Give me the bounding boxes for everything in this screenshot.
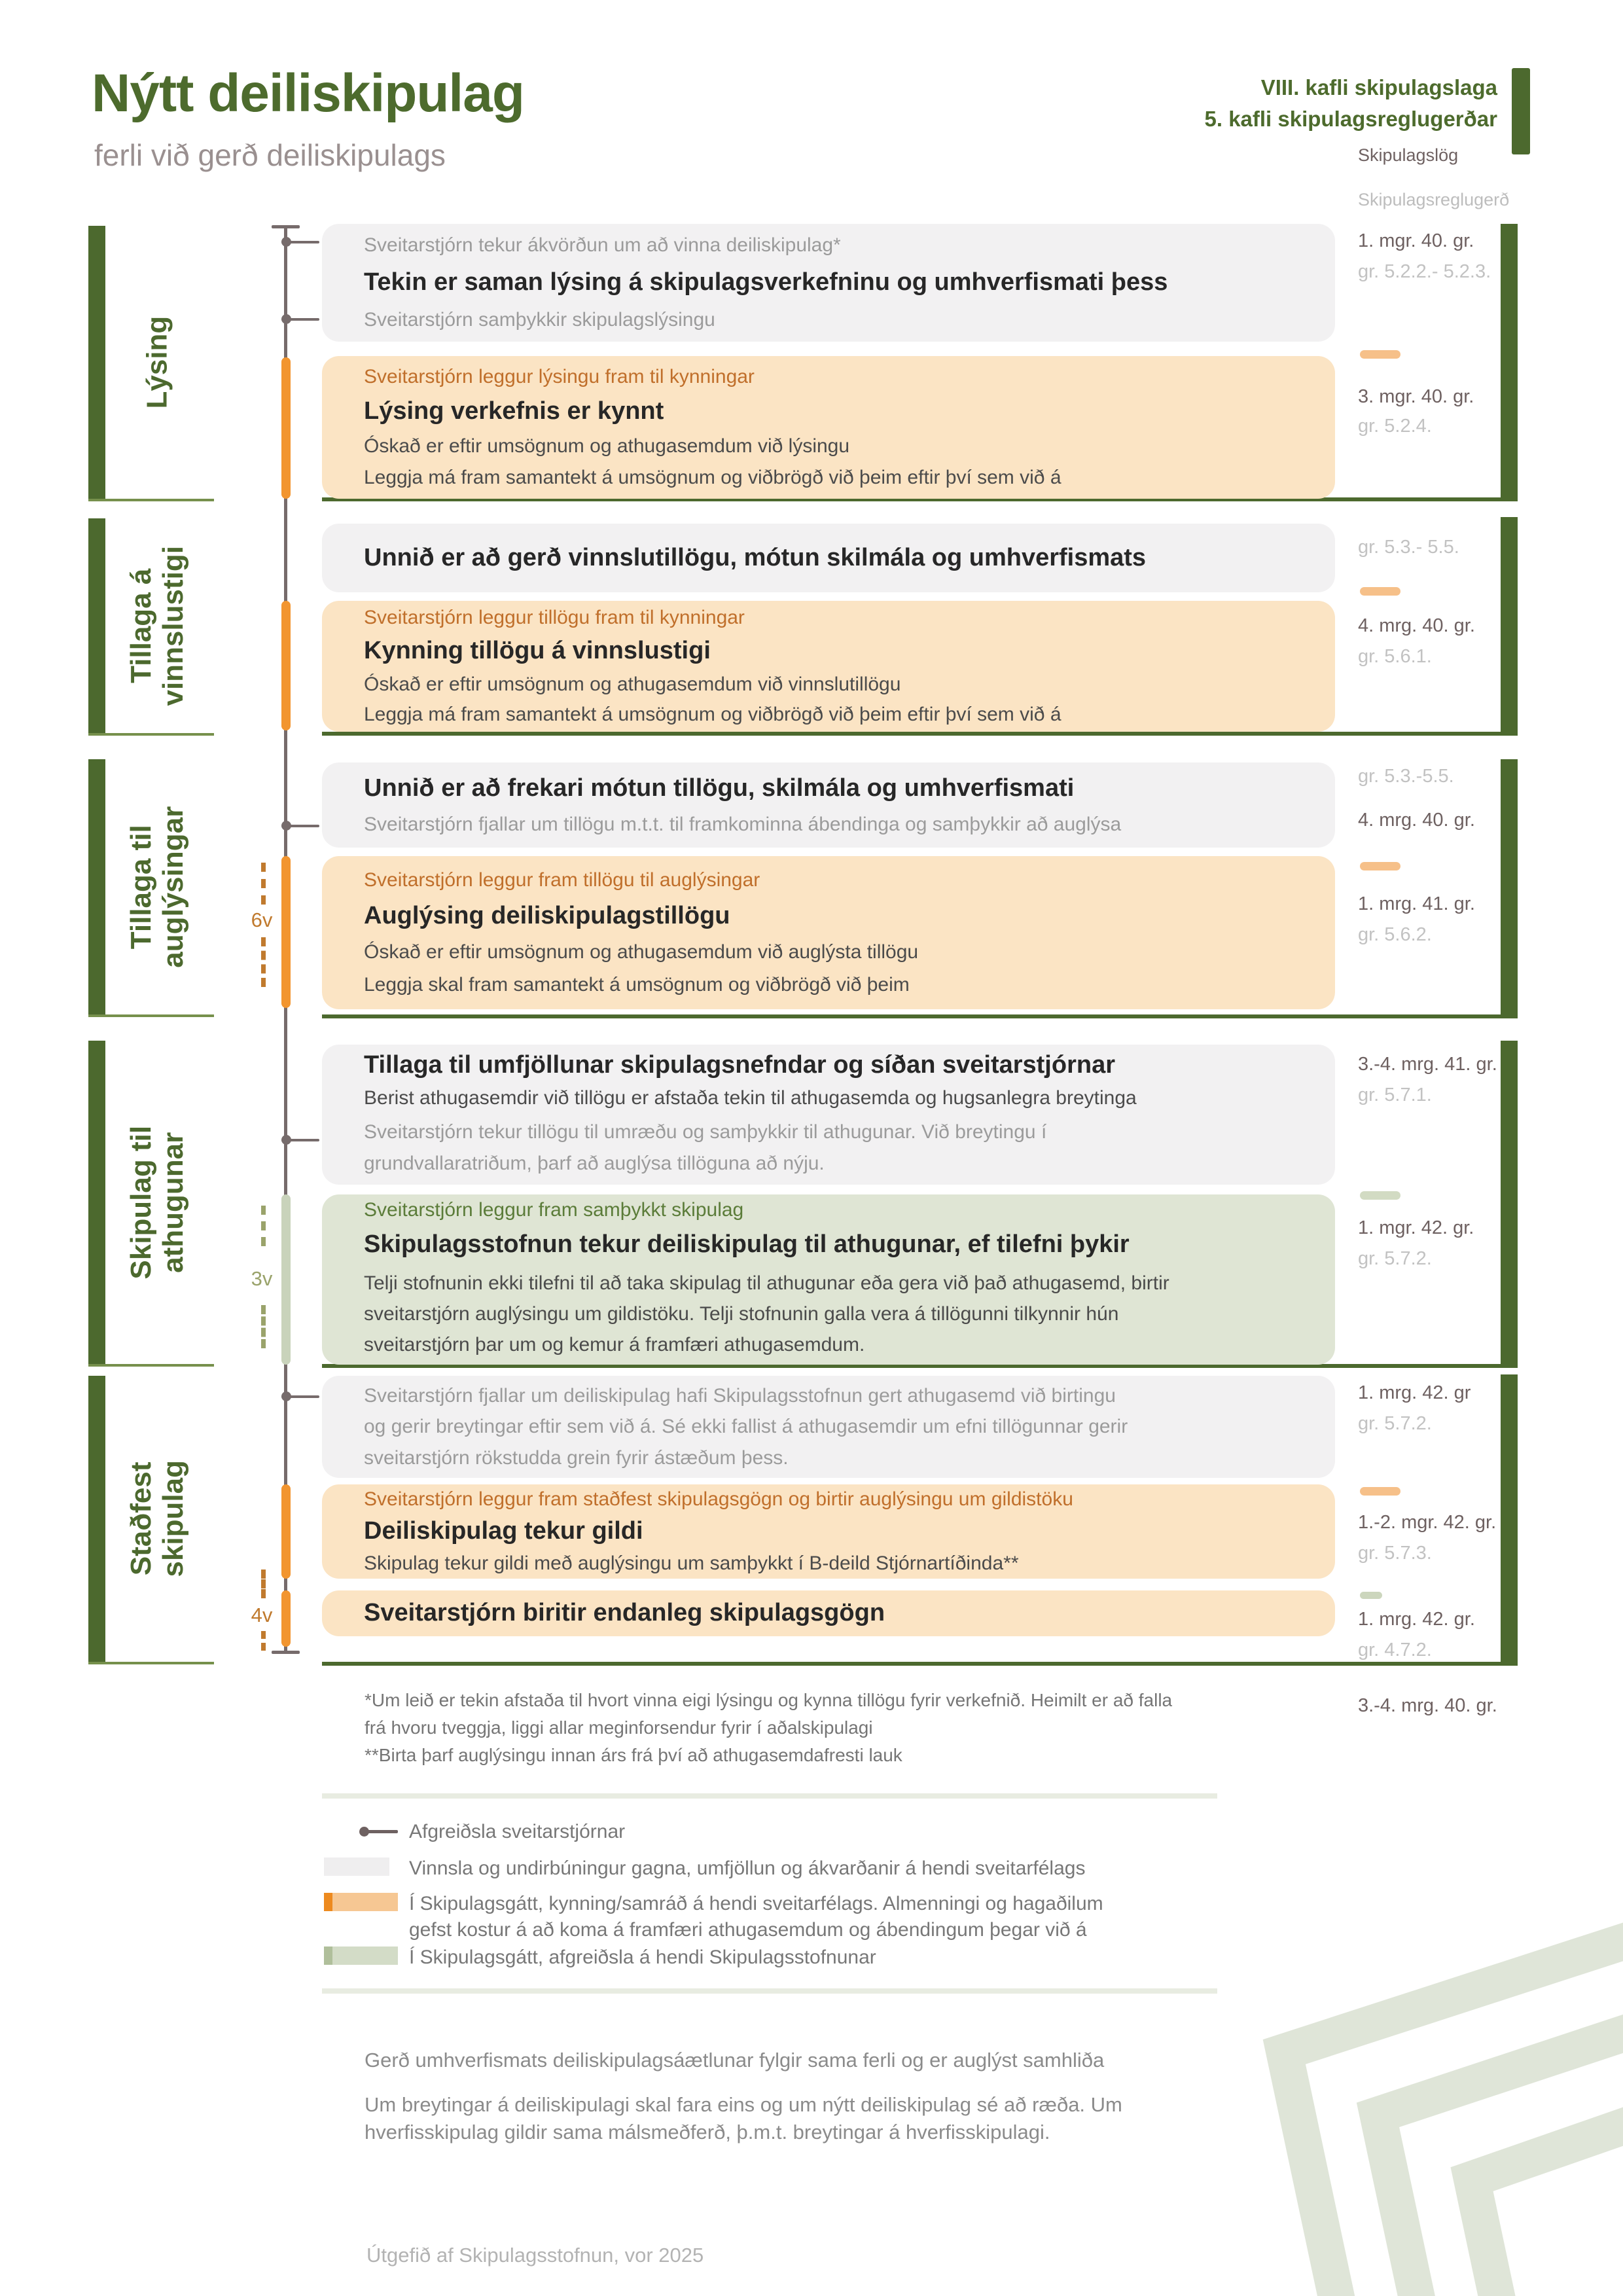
ref-divider — [1360, 862, 1400, 870]
regulation-chapter-ref: 5. kafli skipulagsreglugerðar — [1204, 107, 1497, 131]
ref-law: 1. mrg. 42. gr — [1358, 1382, 1471, 1403]
council-decision-arrow-icon — [361, 1830, 398, 1833]
legend-label: Afgreiðsla sveitarstjórnar — [409, 1821, 626, 1842]
duration-dash — [261, 1206, 266, 1246]
agency-review-box — [322, 1194, 1335, 1365]
section-bracket-left-line — [88, 733, 214, 736]
duration-label-6-weeks: 6v — [251, 908, 273, 931]
process-box — [322, 1376, 1335, 1478]
box-line: Sveitarstjórn leggur tillögu fram til kynningar — [364, 607, 745, 629]
page-title: Nýtt deiliskipulag — [92, 63, 524, 123]
duration-dash — [261, 863, 266, 905]
box-line: Óskað er eftir umsögnum og athugasemdum við auglýsta tillögu — [364, 941, 919, 963]
duration-dash — [261, 1305, 266, 1348]
ref-regulation: gr. 5.7.2. — [1358, 1248, 1432, 1269]
process-box — [322, 762, 1335, 848]
section-bracket-left-line — [88, 1014, 214, 1017]
consultation-box — [322, 1484, 1335, 1579]
ref-regulation: gr. 5.3.-5.5. — [1358, 766, 1454, 787]
duration-label-4-weeks: 4v — [251, 1604, 273, 1626]
legend-divider — [322, 1988, 1217, 1994]
box-line: Leggja skal fram samantekt á umsögnum og viðbrögð við þeim — [364, 973, 910, 996]
legend-label: Í Skipulagsgátt, afgreiðsla á hendi Skipulagsstofnunar — [409, 1946, 876, 1968]
box-line: Óskað er eftir umsögnum og athugasemdum við vinnslutillögu — [364, 673, 901, 695]
consultation-box — [322, 356, 1335, 499]
ref-regulation: gr. 5.7.2. — [1358, 1413, 1432, 1434]
column-header-law: Skipulagslög — [1358, 145, 1459, 165]
footnote-ref-law: 3.-4. mrg. 40. gr. — [1358, 1695, 1497, 1716]
box-heading: Kynning tillögu á vinnslustigi — [364, 637, 711, 665]
legend-gray-swatch-icon — [324, 1857, 389, 1876]
ref-divider — [1360, 587, 1400, 596]
ref-regulation: gr. 5.2.4. — [1358, 416, 1432, 437]
ref-regulation: gr. 5.3.- 5.5. — [1358, 537, 1459, 558]
section-divider-line — [322, 732, 1518, 736]
timeline-segment-consultation — [281, 856, 291, 1008]
box-heading: Deiliskipulag tekur gildi — [364, 1517, 643, 1545]
section-bracket-right — [1501, 517, 1518, 736]
box-line-group: Sveitarstjórn fjallar um deiliskipulag hafi Skipulagsstofnun gert athugasemd við birtingu og gerir breytingar eftir sem við á. Sé ekki fallist á athugasemdir um efni tillögunnar gerir sveitarstjórn rökstudda grein fyrir ástæðum þess. — [364, 1384, 1128, 1469]
duration-dash — [261, 937, 266, 987]
box-heading: Unnið er að frekari mótun tillögu, skilmála og umhverfismati — [364, 774, 1075, 802]
box-heading: Sveitarstjórn biritir endanleg skipulagsgögn — [364, 1599, 885, 1627]
ref-regulation: gr. 5.6.1. — [1358, 646, 1432, 667]
ref-law: 4. mrg. 40. gr. — [1358, 810, 1475, 831]
ref-law: 3.-4. mrg. 41. gr. — [1358, 1054, 1497, 1075]
section-bracket-left-line — [88, 1364, 214, 1367]
section-bracket-right — [1501, 224, 1518, 501]
closing-paragraph: Gerð umhverfismats deiliskipulagsáætlunar fylgir sama ferli og er auglýst samhliða — [365, 2049, 1105, 2072]
box-line: Berist athugasemdir við tillögu er afstaða tekin til athugasemda og hugsanlegra breytinga — [364, 1087, 1137, 1109]
ref-divider — [1360, 350, 1400, 359]
council-decision-tick — [281, 318, 319, 321]
skipulagsstofnun-watermark-logo — [1247, 1921, 1623, 2296]
section-label-stadfest-skipulag: Staðfest skipulag — [124, 1460, 189, 1577]
consultation-box — [322, 1590, 1335, 1636]
section-divider-line — [322, 1662, 1518, 1666]
ref-regulation: gr. 5.6.2. — [1358, 924, 1432, 945]
law-chapter-ref: VIII. kafli skipulagslaga — [1260, 75, 1497, 99]
box-line-group: Sveitarstjórn tekur tillögu til umræðu og samþykkir til athugunar. Við breytingu í grundvallaratriðum, þarf að auglýsa tillöguna að nýju. — [364, 1121, 1047, 1174]
timeline-segment-consultation — [281, 1484, 291, 1579]
ref-law: 3. mgr. 40. gr. — [1358, 386, 1474, 407]
timeline-end-cap — [272, 1651, 300, 1654]
consultation-box — [322, 856, 1335, 1009]
ref-law: 1. mgr. 42. gr. — [1358, 1217, 1474, 1238]
ref-divider — [1360, 1191, 1400, 1200]
council-decision-tick — [281, 825, 319, 827]
box-line: Sveitarstjórn leggur fram staðfest skipulagsgögn og birtir auglýsingu um gildistöku — [364, 1488, 1073, 1511]
duration-label-3-weeks: 3v — [251, 1267, 273, 1290]
closing-paragraph: hverfisskipulag gildir sama málsmeðferð, þ.m.t. breytingar á hverfisskipulagi. — [365, 2121, 1050, 2144]
box-line: Sveitarstjórn leggur lýsingu fram til kynningar — [364, 366, 755, 388]
duration-dash — [261, 1631, 266, 1651]
header-accent-bar — [1512, 68, 1530, 154]
council-decision-tick — [281, 241, 319, 243]
legend-label: Í Skipulagsgátt, kynning/samráð á hendi sveitarfélags. Almenningi og hagaðilum — [409, 1893, 1103, 1914]
ref-regulation: gr. 5.2.2.- 5.2.3. — [1358, 261, 1491, 282]
process-box — [322, 224, 1335, 342]
legend-label: gefst kostur á að koma á framfæri athugasemdum og ábendingum þegar við á — [409, 1919, 1087, 1941]
box-heading: Unnið er að gerð vinnslutillögu, mótun skilmála og umhverfismats — [364, 543, 1147, 571]
box-line: Sveitarstjórn leggur fram tillögu til auglýsingar — [364, 869, 760, 891]
closing-paragraph: Um breytingar á deiliskipulagi skal fara eins og um nýtt deiliskipulag sé að ræða. Um — [365, 2093, 1122, 2116]
legend-divider — [322, 1793, 1217, 1799]
box-line: Skipulag tekur gildi með auglýsingu um samþykkt í B-deild Stjórnartíðinda** — [364, 1552, 1019, 1574]
box-line-group: Telji stofnunin ekki tilefni til að taka skipulag til athugunar eða gera við það athugasemd, birtir sveitarstjórn auglýsingu um gildistöku. Telji stofnunin galla vera á tillögunni tilkynnir hún sveitarstjórn þar um og kemur á framfæri athugasemdum. — [364, 1272, 1169, 1356]
section-bracket-left-line — [88, 1662, 214, 1664]
process-box — [322, 524, 1335, 592]
box-line: Leggja má fram samantekt á umsögnum og viðbrögð við þeim eftir því sem við á — [364, 703, 1061, 725]
ref-law: 1. mrg. 41. gr. — [1358, 893, 1475, 914]
footnote-line: frá hvoru tveggja, liggi allar meginforsendur fyrir í aðalskipulagi — [365, 1717, 873, 1738]
legend-orange-swatch-icon — [324, 1893, 398, 1911]
section-bracket-right — [1501, 759, 1518, 1018]
footnote-line: *Um leið er tekin afstaða til hvort vinna eigi lýsingu og kynna tillögu fyrir verkefnið. Heimilt er að falla — [365, 1690, 1173, 1710]
section-bracket-right — [1501, 1374, 1518, 1666]
page-subtitle: ferli við gerð deiliskipulags — [94, 138, 446, 172]
ref-regulation: gr. 5.7.3. — [1358, 1543, 1432, 1564]
ref-regulation: gr. 4.7.2. — [1358, 1640, 1432, 1660]
ref-divider — [1360, 1592, 1382, 1599]
consultation-box — [322, 601, 1335, 732]
timeline-segment-agency-review — [281, 1194, 291, 1365]
ref-regulation: gr. 5.7.1. — [1358, 1085, 1432, 1105]
box-heading: Auglýsing deiliskipulagstillögu — [364, 902, 730, 930]
ref-law: 1. mrg. 42. gr. — [1358, 1609, 1475, 1630]
legend-green-swatch-icon — [324, 1946, 398, 1965]
column-header-regulation: Skipulagsreglugerð — [1358, 190, 1510, 209]
law-references-header — [1205, 72, 1498, 135]
box-heading: Tekin er saman lýsing á skipulagsverkefninu og umhverfismati þess — [364, 268, 1168, 296]
timeline-start-cap — [272, 225, 300, 228]
section-label-tillaga-a-vinnslustigi: Tillaga á vinnslustigi — [124, 545, 190, 706]
ref-law: 4. mrg. 40. gr. — [1358, 615, 1475, 636]
box-heading: Tillaga til umfjöllunar skipulagsnefndar og síðan sveitarstjórnar — [364, 1050, 1115, 1079]
section-label-lysing: Lýsing — [141, 315, 173, 409]
box-line: Óskað er eftir umsögnum og athugasemdum við lýsingu — [364, 435, 850, 457]
footnote-line: **Birta þarf auglýsingu innan árs frá því að athugasemdafresti lauk — [365, 1745, 902, 1765]
box-line: Sveitarstjórn samþykkir skipulagslýsingu — [364, 308, 715, 331]
box-heading: Lýsing verkefnis er kynnt — [364, 397, 664, 425]
section-bracket-left-line — [88, 499, 214, 501]
section-bracket-right — [1501, 1041, 1518, 1368]
section-label-skipulag-til-athugunar: Skipulag til athugunar — [124, 1125, 190, 1280]
section-divider-line — [322, 1014, 1518, 1018]
section-label-tillaga-til-auglysingar: Tillaga til auglýsingar — [124, 806, 189, 968]
ref-law: 1. mgr. 40. gr. — [1358, 230, 1474, 251]
timeline-segment-consultation — [281, 1590, 291, 1647]
council-decision-tick — [281, 1139, 319, 1141]
box-line: Sveitarstjórn leggur fram samþykkt skipulag — [364, 1199, 744, 1221]
footer-credit: Útgefið af Skipulagsstofnun, vor 2025 — [366, 2244, 704, 2267]
duration-dash — [261, 1570, 266, 1598]
box-line: Leggja má fram samantekt á umsögnum og viðbrögð við þeim eftir því sem við á — [364, 466, 1061, 488]
legend-label: Vinnsla og undirbúningur gagna, umfjöllun og ákvarðanir á hendi sveitarfélags — [409, 1857, 1086, 1879]
council-decision-tick — [281, 1395, 319, 1398]
box-line: Sveitarstjórn fjallar um tillögu m.t.t. til framkominna ábendinga og samþykkir að auglýsa — [364, 813, 1122, 835]
timeline-segment-consultation — [281, 357, 291, 499]
ref-law: 1.-2. mgr. 42. gr. — [1358, 1512, 1497, 1533]
timeline-segment-consultation — [281, 601, 291, 730]
ref-divider — [1360, 1487, 1400, 1496]
box-line: Sveitarstjórn tekur ákvörðun um að vinna deiliskipulag* — [364, 234, 841, 257]
process-box — [322, 1045, 1335, 1185]
box-heading: Skipulagsstofnun tekur deiliskipulag til athugunar, ef tilefni þykir — [364, 1230, 1130, 1259]
